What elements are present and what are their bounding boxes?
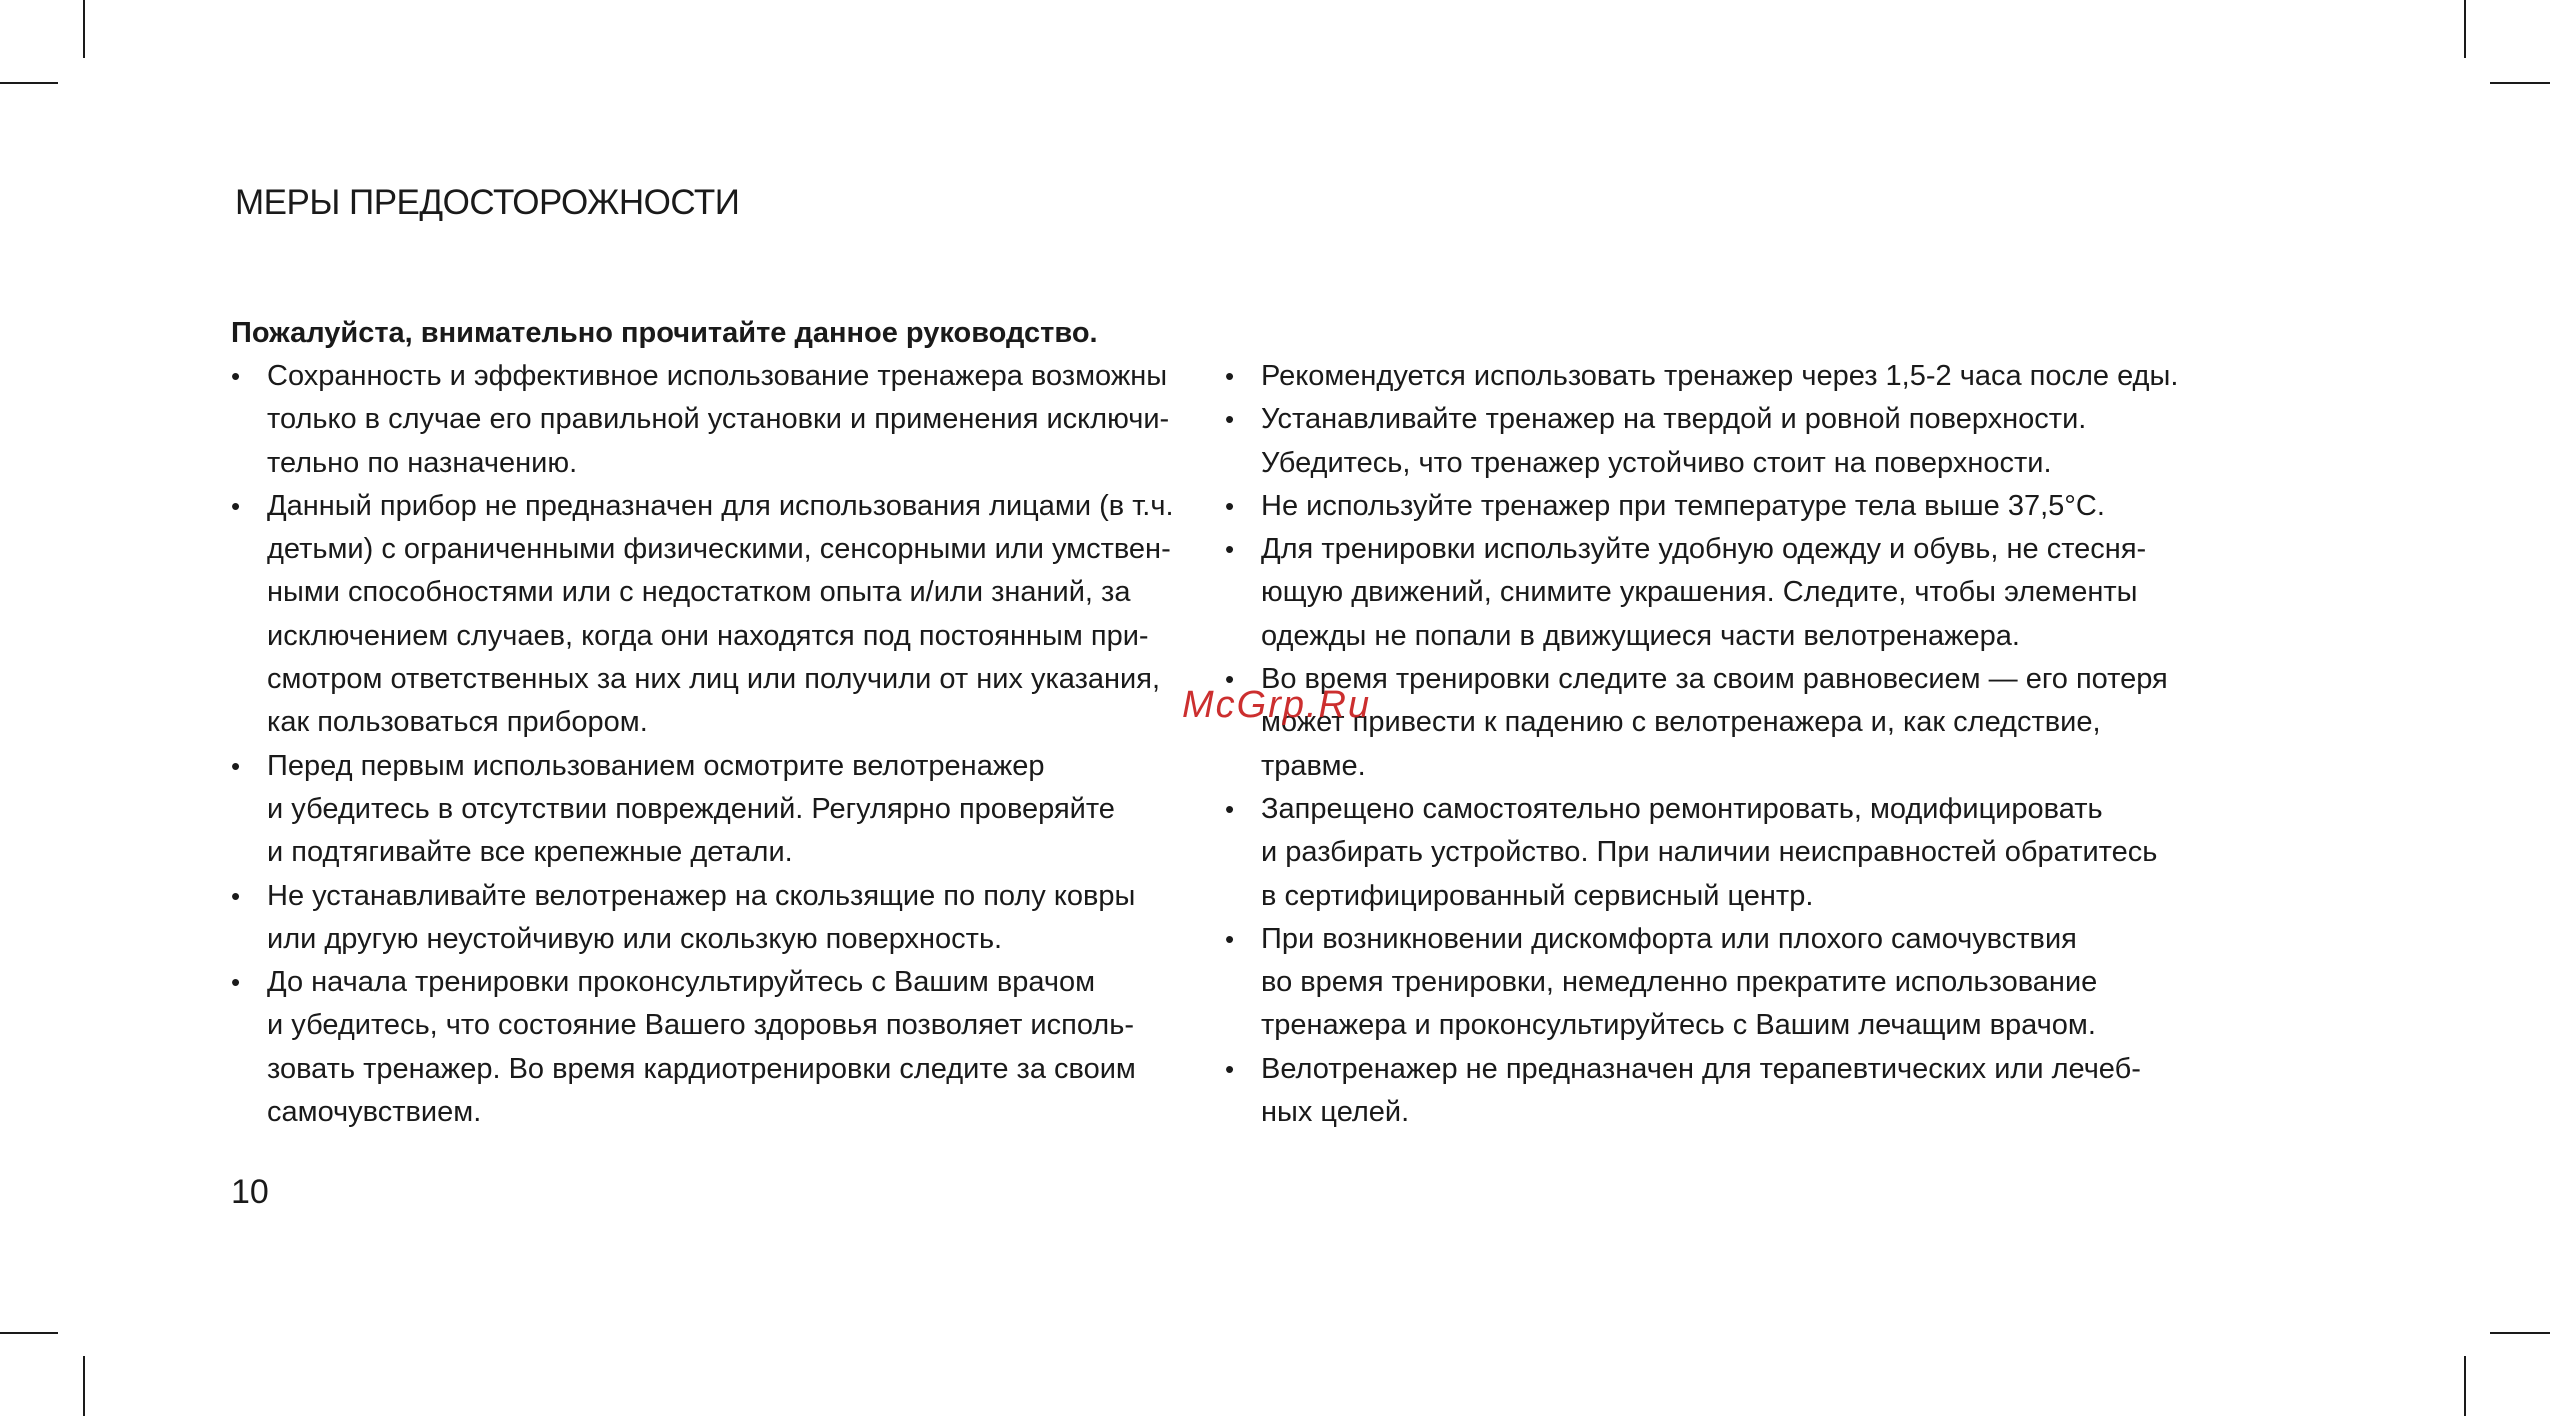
list-item: • Не устанавливайте велотренажер на скользящие по полу ковры или другую неустойчивую или скользкую поверхность.	[231, 875, 1176, 962]
section-title: МЕРЫ ПРЕДОСТОРОЖНОСТИ	[235, 183, 740, 222]
list-item: • Рекомендуется использовать тренажер через 1,5-2 часа после еды.	[1225, 355, 2215, 398]
watermark: McGrp.Ru	[1182, 684, 1372, 726]
list-item: • Устанавливайте тренажер на твердой и ровной поверхности. Убедитесь, что тренажер устойчиво стоит на поверхности.	[1225, 398, 2215, 485]
list-item: • До начала тренировки проконсультируйтесь с Вашим врачом и убедитесь, что состояние Вашего здоровья позволяет исполь- зовать тренажер. Во время кардиотренировки следите за своим самочувствием.	[231, 961, 1176, 1134]
crop-mark-top-right-vertical	[2464, 0, 2466, 58]
crop-mark-top-left-horizontal	[0, 82, 58, 84]
page-number: 10	[231, 1173, 269, 1211]
crop-mark-top-right-horizontal	[2490, 82, 2550, 84]
list-item: • Не используйте тренажер при температуре тела выше 37,5°С.	[1225, 485, 2215, 528]
list-item: • Перед первым использованием осмотрите велотренажер и убедитесь в отсутствии повреждений. Регулярно проверяйте и подтягивайте все крепежные детали.	[231, 745, 1176, 875]
list-item: • Данный прибор не предназначен для использования лицами (в т.ч. детьми) с ограниченными физическими, сенсорными или умствен- ными способностями или с недостатком опыта и/или знаний, за исключением случаев, когда они находятся под постоянным при- смотром ответственных за них лиц или получили от них указания, как пользоваться прибором.	[231, 485, 1176, 745]
list-item: • Велотренажер не предназначен для терапевтических или лечеб- ных целей.	[1225, 1048, 2215, 1135]
crop-mark-bottom-left-vertical	[83, 1356, 85, 1416]
list-item: • Для тренировки используйте удобную одежду и обувь, не стесня- ющую движений, снимите украшения. Следите, чтобы элементы одежды не попали в движущиеся части велотренажера.	[1225, 528, 2215, 658]
left-column-list	[231, 355, 1176, 1134]
crop-mark-top-left-vertical	[83, 0, 85, 58]
list-item: • Во время тренировки следите за своим равновесием — его потеря может привести к падению с велотренажера и, как следствие, травме.	[1225, 658, 2215, 788]
list-item: • Сохранность и эффективное использование тренажера возможны только в случае его правильной установки и применения исключи- тельно по назначению.	[231, 355, 1176, 485]
list-item: • При возникновении дискомфорта или плохого самочувствия во время тренировки, немедленно прекратите использование тренажера и проконсультируйтесь с Вашим лечащим врачом.	[1225, 918, 2215, 1048]
crop-mark-bottom-right-vertical	[2464, 1356, 2466, 1416]
intro-heading: Пожалуйста, внимательно прочитайте данное руководство.	[231, 317, 1098, 349]
list-item: • Запрещено самостоятельно ремонтировать, модифицировать и разбирать устройство. При наличии неисправностей обратитесь в сертифицированный сервисный центр.	[1225, 788, 2215, 918]
crop-mark-bottom-left-horizontal	[0, 1332, 58, 1334]
crop-mark-bottom-right-horizontal	[2490, 1332, 2550, 1334]
right-column-list	[1225, 355, 2215, 1134]
